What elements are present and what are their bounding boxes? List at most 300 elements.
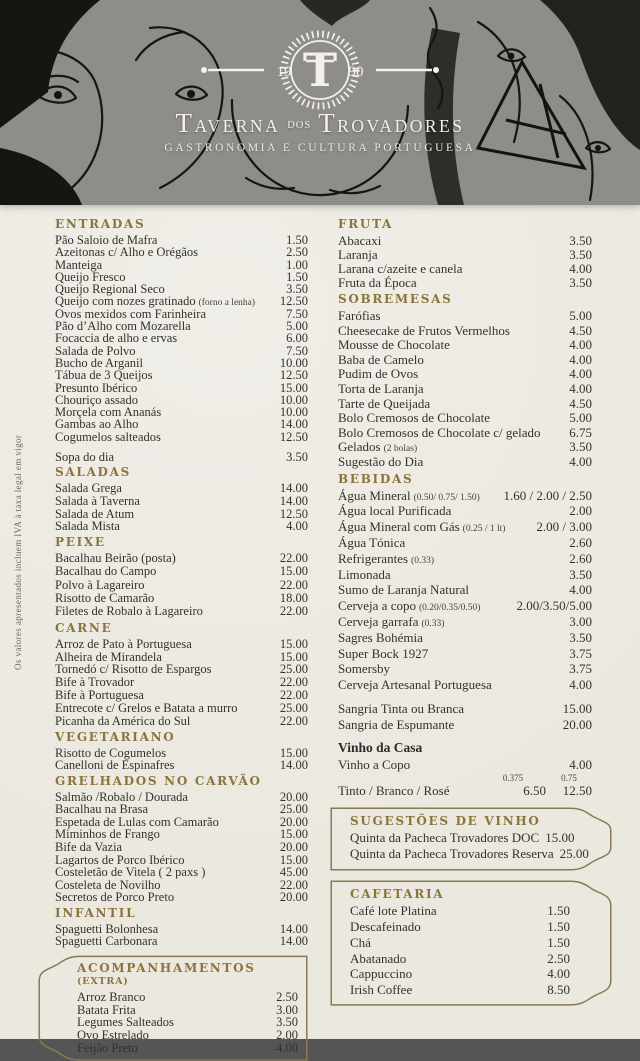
menu-item <box>55 604 308 617</box>
item-name: Ovos mexidos com Farinheira <box>55 306 207 321</box>
item-name: Gelados (2 bolas) <box>338 439 418 455</box>
item-price: 1.00 <box>286 257 308 272</box>
item-name: Picanha da América do Sul <box>55 714 191 729</box>
menu-item <box>55 662 308 675</box>
menu-item <box>338 439 592 454</box>
item-name: Lagartos de Porco Ibérico <box>55 852 185 867</box>
menu-item <box>338 582 592 598</box>
item-price: 5.00 <box>569 308 592 323</box>
section-title-grelhados: GRELHADOS NO CARVÃO <box>55 773 262 788</box>
item-name: Cerveja garrafa (0.33) <box>338 613 445 629</box>
item-name: Baba de Camelo <box>338 351 424 367</box>
item-price: 3.50 <box>569 566 592 582</box>
menu-item <box>338 381 592 396</box>
item-price: 6.75 <box>569 424 592 440</box>
menu-item <box>55 405 308 420</box>
menu-item <box>350 846 589 862</box>
menu-item <box>55 815 308 828</box>
item-name: Pão Saloio de Mafra <box>55 233 158 247</box>
menu-item <box>338 717 592 733</box>
item-price: 15.00 <box>279 827 308 842</box>
item-name: Costeletão de Vitela ( 2 paxs ) <box>55 865 206 880</box>
section-title-cafetaria: CAFETARIA <box>350 887 445 902</box>
menu-item <box>338 598 592 614</box>
item-price: 3.50 <box>569 233 592 248</box>
menu-item <box>338 261 592 275</box>
item-price: 4.00 <box>569 337 592 353</box>
item-price: 4.00 <box>569 380 592 396</box>
item-price: 22.00 <box>279 604 308 619</box>
menu-item <box>77 1003 298 1016</box>
item-price: 15.00 <box>279 745 308 760</box>
item-name: Refrigerantes (0.33) <box>338 550 434 566</box>
item-price: 3.50 <box>569 629 592 645</box>
menu-item <box>55 393 308 405</box>
menu-item <box>77 1015 298 1028</box>
menu-item <box>338 503 592 519</box>
item-price: 1.50 <box>547 903 570 919</box>
item-price: 20.00 <box>279 840 308 855</box>
title-word: TROVADORES <box>318 108 465 138</box>
menu-item <box>338 323 592 338</box>
item-name: Super Bock 1927 <box>338 645 429 661</box>
section-title-vegetariano: VEGETARIANO <box>55 729 176 744</box>
item-price: 14.00 <box>279 493 308 508</box>
item-price: 3.50 <box>276 1015 298 1030</box>
menu-item <box>55 890 308 903</box>
item-name: Salada Mista <box>55 519 120 534</box>
item-price: 12.50 <box>279 368 308 383</box>
item-name: Tarte de Queijada <box>338 395 431 411</box>
item-name: Mousse de Chocolate <box>338 337 450 353</box>
item-price: 25.00 <box>559 846 589 862</box>
menu-item <box>55 282 308 297</box>
item-name: Legumes Salteados <box>77 1015 174 1030</box>
item-price: 4.00 <box>569 351 592 367</box>
item-price: 3.50 <box>569 247 592 262</box>
item-price: 4.00 <box>547 966 570 982</box>
item-name: Abacaxi <box>338 233 382 248</box>
item-name: Cheesecake de Frutos Vermelhos <box>338 322 510 338</box>
item-price: 10.00 <box>279 392 308 407</box>
item-price: 3.50 <box>569 275 592 290</box>
item-name: Arroz Branco <box>77 990 146 1005</box>
item-name: Sugestão do Dia <box>338 453 424 469</box>
item-price: 20.00 <box>279 890 308 905</box>
item-price: 20.00 <box>279 814 308 829</box>
menu-item <box>338 519 592 535</box>
menu-item <box>77 1028 298 1041</box>
item-note: (0.25 / 1 lt) <box>462 524 506 535</box>
menu-item <box>55 714 308 727</box>
section-title-sugestoes-vinho: SUGESTÕES DE VINHO <box>350 814 541 829</box>
item-price: 12.50 <box>279 506 308 521</box>
section-title-bebidas: BEBIDAS <box>338 471 414 486</box>
section-grelhados <box>38 773 308 905</box>
menu-item <box>338 308 592 323</box>
menu-item <box>338 337 592 352</box>
item-name: Sumo de Laranja Natural <box>338 582 470 598</box>
item-price: 1.50 <box>547 919 570 935</box>
item-note: (0.20/0.35/0.50) <box>418 603 481 614</box>
item-name: Água Mineral (0.50/ 0.75/ 1.50) <box>338 487 480 503</box>
item-price: 3.00 <box>569 613 592 629</box>
item-name: Fruta da Época <box>338 275 417 290</box>
wine-size-labels <box>338 773 592 783</box>
section-sobremesas <box>330 294 612 469</box>
section-title-sobremesas: SOBREMESAS <box>338 292 453 306</box>
item-name: Quinta da Pacheca Trovadores Reserva <box>350 846 554 862</box>
item-price: 15.00 <box>279 636 308 651</box>
item-price: 25.00 <box>279 802 308 817</box>
item-name: Cappuccino <box>350 966 413 982</box>
menu-item <box>55 922 308 937</box>
menu-item <box>55 934 308 949</box>
item-price: 4.00 <box>569 366 592 382</box>
item-name: Sangria de Espumante <box>338 716 455 732</box>
item-name: Bucho de Arganil <box>55 355 143 370</box>
item-name: Somersby <box>338 661 390 677</box>
item-name: Queijo Regional Seco <box>55 282 165 297</box>
title-word: DOS <box>287 120 312 131</box>
item-name: Salmão /Robalo / Dourada <box>55 789 188 804</box>
item-name: Bife à Portuguesa <box>55 688 144 703</box>
item-price: 22.00 <box>279 688 308 703</box>
menu-item <box>55 551 308 564</box>
item-price: 2.00 <box>276 1028 298 1043</box>
item-price: 1.50 <box>286 233 308 247</box>
item-name: Risotto de Camarão <box>55 590 155 605</box>
item-name: Morçela com Ananás <box>55 405 162 420</box>
item-price: 3.50 <box>286 450 308 465</box>
wine-size-label: 0.75 <box>561 772 577 783</box>
item-name: Arroz de Pato à Portuguesa <box>55 636 192 651</box>
menu-item <box>338 425 592 440</box>
menu-item <box>350 903 570 919</box>
menu-item <box>55 853 308 866</box>
item-name: Irish Coffee <box>350 981 413 997</box>
menu-item <box>55 494 308 507</box>
restaurant-title <box>0 108 640 139</box>
menu-item <box>55 245 308 260</box>
item-name: Batata Frita <box>77 1002 136 1017</box>
item-name: Polvo à Lagareiro <box>55 577 145 592</box>
item-price: 1.50 <box>286 269 308 284</box>
item-name: Queijo Fresco <box>55 269 126 284</box>
section-title-vinho-da-casa: Vinho da Casa <box>338 740 423 756</box>
menu-item <box>338 410 592 425</box>
menu-item <box>55 637 308 650</box>
item-price: 2.50 <box>547 950 570 966</box>
item-price: 3.50 <box>569 439 592 455</box>
menu-item <box>350 982 570 998</box>
item-price: 7.50 <box>286 306 308 321</box>
menu-item <box>55 368 308 383</box>
item-price: 14.00 <box>279 934 308 949</box>
item-price: 20.00 <box>279 789 308 804</box>
item-price: 15.00 <box>279 649 308 664</box>
item-name: Filetes de Robalo à Lagareiro <box>55 604 203 619</box>
item-price: 2.00 <box>569 503 592 519</box>
item-price: 4.00 <box>569 582 592 598</box>
logo-monogram-icon <box>190 24 450 116</box>
item-price: 18.00 <box>279 590 308 605</box>
item-name: Ovo Estrelado <box>77 1028 149 1043</box>
item-name: Salada Grega <box>55 481 122 496</box>
menu-item <box>55 758 308 773</box>
section-title-carne: CARNE <box>55 620 113 635</box>
item-name: Laranja <box>338 247 378 262</box>
menu-item <box>77 1041 298 1054</box>
menu-item <box>338 454 592 469</box>
item-name: Salada de Polvo <box>55 343 136 358</box>
item-name: Água local Purificada <box>338 503 452 519</box>
item-name: Bolo Cremosos de Chocolate <box>338 410 491 426</box>
item-name: Bacalhau do Campo <box>55 564 157 579</box>
section-title-entradas: ENTRADAS <box>55 217 146 231</box>
item-price: 12.50 <box>279 294 308 309</box>
item-price: 3.75 <box>569 645 592 661</box>
item-note: (0.50/ 0.75/ 1.50) <box>413 492 480 503</box>
item-price: 1.50 <box>547 934 570 950</box>
menu-item <box>338 757 592 773</box>
item-name: Café lote Platina <box>350 903 437 919</box>
item-price: 14.00 <box>279 758 308 773</box>
item-name: Pudim de Ovos <box>338 366 419 382</box>
item-price: 14.00 <box>279 922 308 937</box>
item-price: 2.50 <box>286 245 308 260</box>
item-price: 4.00 <box>569 677 592 693</box>
item-name: Secretos de Porco Preto <box>55 890 175 905</box>
menu-columns <box>0 205 640 1061</box>
item-name: Gambas ao Alho <box>55 417 139 432</box>
item-price: 4.50 <box>569 322 592 338</box>
item-name: Azeitonas c/ Alho e Orégãos <box>55 245 199 260</box>
menu-item <box>55 481 308 494</box>
item-price: 4.00 <box>569 261 592 276</box>
item-name: Bife à Trovador <box>55 675 135 690</box>
menu-item <box>338 677 592 693</box>
item-price: 1.60 / 2.00 / 2.50 <box>503 487 592 503</box>
item-name: Espetada de Lulas com Camarão <box>55 814 219 829</box>
item-name: Pão d’Alho com Mozarella <box>55 319 191 334</box>
item-note: (0.33) <box>411 555 434 566</box>
item-price: 2.00 / 3.00 <box>536 519 592 535</box>
item-price: 10.00 <box>279 405 308 420</box>
item-price: 4.00 <box>286 519 308 534</box>
menu-item <box>350 919 570 935</box>
item-price: 8.50 <box>547 981 570 997</box>
item-price: 25.00 <box>279 701 308 716</box>
item-name: Água Tónica <box>338 534 406 550</box>
item-name: Abatanado <box>350 950 407 966</box>
item-price: 3.00 <box>276 1002 298 1017</box>
item-name: Cerveja a copo (0.20/0.35/0.50) <box>338 598 481 614</box>
title-word: TAVERNA <box>175 108 281 138</box>
section-title-fruta: FRUTA <box>338 217 394 231</box>
menu-item <box>338 783 592 799</box>
menu-item <box>55 519 308 532</box>
item-note: (2 bolas) <box>383 444 418 455</box>
item-price: 22.00 <box>279 675 308 690</box>
menu-item <box>55 746 308 758</box>
menu-item <box>55 270 308 282</box>
menu-item <box>55 450 308 465</box>
menu-item <box>338 275 592 289</box>
item-price: 15.00 <box>279 564 308 579</box>
item-price: 3.75 <box>569 661 592 677</box>
item-price: 15.00 <box>562 700 592 716</box>
section-sugestoes-vinho <box>330 807 612 871</box>
menu-item <box>338 661 592 677</box>
menu-item <box>55 701 308 714</box>
menu-item <box>338 352 592 367</box>
menu-item <box>338 488 592 504</box>
menu-item <box>350 935 570 951</box>
item-name: Quinta da Pacheca Trovadores DOC <box>350 830 540 846</box>
item-price: 22.00 <box>279 550 308 565</box>
menu-item <box>55 381 308 393</box>
menu-item <box>338 567 592 583</box>
section-entradas <box>38 217 308 465</box>
menu-item <box>55 307 308 319</box>
item-name: Água Mineral com Gás (0.25 / 1 lt) <box>338 519 506 535</box>
item-name: Salada de Atum <box>55 506 135 521</box>
section-title-saladas: SALADAS <box>55 465 132 480</box>
item-name: Spaguetti Bolonhesa <box>55 922 159 937</box>
item-name: Salada à Taverna <box>55 493 140 508</box>
item-price: 5.00 <box>569 410 592 426</box>
menu-item <box>338 701 592 717</box>
item-price: 4.50 <box>569 395 592 411</box>
menu-item <box>55 319 308 334</box>
section-vegetariano <box>38 729 308 773</box>
menu-item <box>55 790 308 803</box>
item-name: Feijão Preto <box>77 1040 138 1055</box>
menu-item <box>350 830 575 846</box>
menu-item <box>55 591 308 604</box>
menu-item <box>338 646 592 662</box>
item-price: 15.00 <box>279 380 308 395</box>
section-cafetaria <box>330 880 612 1006</box>
section-bebidas <box>330 471 612 733</box>
item-name: Presunto Ibérico <box>55 380 138 395</box>
item-price: 2.60 <box>569 534 592 550</box>
header <box>0 0 640 205</box>
section-vinho-da-casa <box>330 740 612 798</box>
item-name: Risotto de Cogumelos <box>55 745 167 760</box>
item-price: 6.00 <box>286 331 308 346</box>
logo-year-left: 19 <box>276 64 292 80</box>
menu-item <box>350 951 570 967</box>
item-price: 25.00 <box>279 662 308 677</box>
item-name: Sangria Tinta ou Branca <box>338 700 465 716</box>
section-title-acompanhamentos: ACOMPANHAMENTOS (EXTRA) <box>77 961 256 988</box>
item-name: Tábua de 3 Queijos <box>55 368 153 383</box>
item-name: Canelloni de Espinafres <box>55 758 175 773</box>
item-price: 14.00 <box>279 481 308 496</box>
restaurant-subtitle: GASTRONOMIA E CULTURA PORTUGUESA <box>164 142 476 154</box>
section-saladas <box>38 465 308 534</box>
item-prices <box>500 783 592 799</box>
item-note: (0.33) <box>421 618 445 629</box>
item-name: Chouriço assado <box>55 392 138 407</box>
menu-item <box>338 614 592 630</box>
section-acompanhamentos <box>38 955 308 1061</box>
menu-item <box>55 507 308 520</box>
menu-column-left <box>38 214 308 1061</box>
item-name: Tornedó c/ Risotto de Espargos <box>55 662 212 677</box>
item-price: 2.60 <box>569 550 592 566</box>
item-name: Cogumelos salteados <box>55 429 161 444</box>
menu-item <box>55 344 308 356</box>
menu-item <box>55 430 308 442</box>
menu-item <box>55 688 308 701</box>
item-name: Larana c/azeite e canela <box>338 261 463 276</box>
menu-item <box>55 840 308 853</box>
menu-item <box>55 564 308 577</box>
item-price: 20.00 <box>562 716 592 732</box>
item-name: Alheira de Mirandela <box>55 649 162 664</box>
item-price: 12.50 <box>279 429 308 444</box>
menu-item <box>338 247 592 261</box>
section-fruta <box>330 219 612 289</box>
item-name: Bacalhau na Brasa <box>55 802 149 817</box>
logo-letter: T <box>302 43 338 97</box>
item-price: 5.00 <box>286 319 308 334</box>
menu-item <box>338 535 592 551</box>
menu-item <box>338 551 592 567</box>
item-price: 45.00 <box>279 865 308 880</box>
item-name: Descafeinado <box>350 919 421 935</box>
menu-item <box>338 630 592 646</box>
item-name: Cerveja Artesanal Portuguesa <box>338 677 492 693</box>
item-name: Spaguetti Carbonara <box>55 934 158 949</box>
item-price: 22.00 <box>279 577 308 592</box>
item-name: Sagres Bohémia <box>338 629 423 645</box>
menu-item <box>338 233 592 247</box>
item-price: 7.50 <box>286 343 308 358</box>
item-name: Bolo Cremosos de Chocolate c/ gelado <box>338 424 541 440</box>
menu-item <box>55 865 308 878</box>
section-infantil <box>38 906 308 949</box>
item-name: Chá <box>350 934 371 950</box>
item-price: 4.00 <box>276 1040 298 1055</box>
section-title-infantil: INFANTIL <box>55 906 137 921</box>
vat-side-note: Os valores apresentados incluem IVA à taxa legal em vigor <box>13 434 23 670</box>
item-price: 14.00 <box>279 417 308 432</box>
item-price: 6.50 <box>523 782 546 798</box>
menu-item <box>55 294 308 309</box>
section-title-note: (EXTRA) <box>77 976 129 988</box>
item-name: Sopa do dia <box>55 450 115 465</box>
item-name: Tinto / Branco / Rosé <box>338 782 450 798</box>
item-price: 3.50 <box>286 282 308 297</box>
menu-column-right <box>330 214 612 1061</box>
menu-item <box>55 417 308 432</box>
item-price: 15.00 <box>545 830 575 846</box>
item-price: 10.00 <box>279 355 308 370</box>
logo-year-right: 90 <box>348 64 364 80</box>
wine-size-label: 0.375 <box>502 772 524 783</box>
item-name: Farófias <box>338 308 381 323</box>
section-peixe <box>38 534 308 619</box>
item-price: 12.50 <box>562 782 592 798</box>
menu-item <box>338 366 592 381</box>
item-name: Bife da Vazia <box>55 840 123 855</box>
item-name: Manteiga <box>55 257 103 272</box>
menu-item <box>350 966 570 982</box>
